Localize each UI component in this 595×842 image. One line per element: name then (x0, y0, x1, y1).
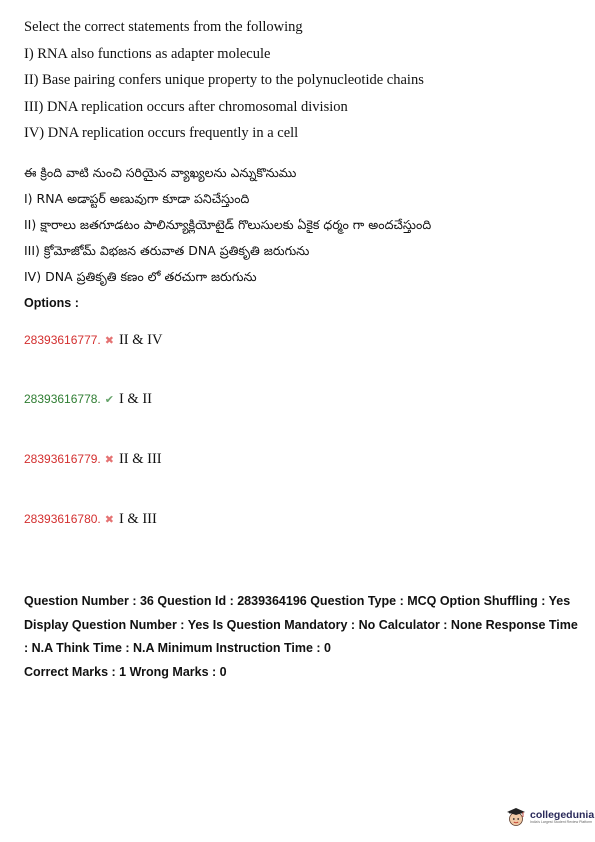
option-text: I & III (118, 510, 157, 527)
statement-1: I) RNA also functions as adapter molecule (24, 45, 271, 62)
question-english (24, 14, 424, 147)
option-id: 28393616777. (24, 333, 101, 347)
option-text: I & II (118, 390, 152, 407)
option-2[interactable] (24, 389, 152, 409)
options-label: Options : (24, 296, 79, 310)
statement-4: IV) DNA replication occurs frequently in a cell (24, 125, 299, 141)
question-telugu (24, 160, 431, 290)
collegedunia-logo (505, 806, 594, 828)
option-text: II & IV (118, 331, 163, 348)
statement-1-telugu: I) RNA అడాప్టర్ అణువుగా కూడా పనిచేస్తుంది (24, 191, 250, 206)
option-id: 28393616779. (24, 452, 101, 466)
marks-info: Correct Marks : 1 Wrong Marks : 0 (24, 664, 227, 679)
question-meta (24, 590, 579, 684)
question-prompt-telugu: ఈ క్రింది వాటి నుంచి సరియైన వ్యాఖ్యలను ఎన్నుకొనుము (24, 165, 297, 180)
statement-3-telugu: III) క్రోమోజోమ్ విభజన తరువాత DNA ప్రతికృతి జరుగును (24, 243, 310, 258)
cross-icon: ✖ (104, 512, 114, 526)
logo-tagline: India's Largest Student Review Platform (530, 820, 593, 824)
option-3[interactable] (24, 449, 162, 469)
logo-name: collegedunia (530, 808, 595, 821)
statement-3: III) DNA replication occurs after chromosomal division (24, 98, 348, 115)
question-meta-details: Question Number : 36 Question Id : 2839364196 Question Type : MCQ Option Shuffling : Yes Display Question Number : Yes Is Question Mandatory : No Calculator : None Response Time : N.A Think Time : N.A Minimum Instruction Time : 0 (24, 594, 578, 655)
statement-2-telugu: II) క్షారాలు జతగూడటం పాలిన్యూక్లియోటైడ్ గొలుసులకు ఏకైక ధర్మం గా అందచేస్తుంది (24, 217, 432, 232)
statement-4-telugu: IV) DNA ప్రతికృతి కణం లో తరచుగా జరుగును (24, 269, 257, 284)
option-text: II & III (118, 450, 162, 467)
option-id: 28393616778. (24, 392, 101, 406)
option-4[interactable] (24, 509, 157, 529)
graduate-icon (505, 806, 527, 828)
cross-icon: ✖ (104, 452, 114, 466)
cross-icon: ✖ (104, 333, 114, 347)
option-id: 28393616780. (24, 512, 101, 526)
statement-2: II) Base pairing confers unique property to the polynucleotide chains (24, 72, 424, 88)
question-prompt: Select the correct statements from the following (24, 19, 303, 35)
check-icon: ✔ (104, 392, 114, 406)
option-1[interactable] (24, 330, 162, 350)
